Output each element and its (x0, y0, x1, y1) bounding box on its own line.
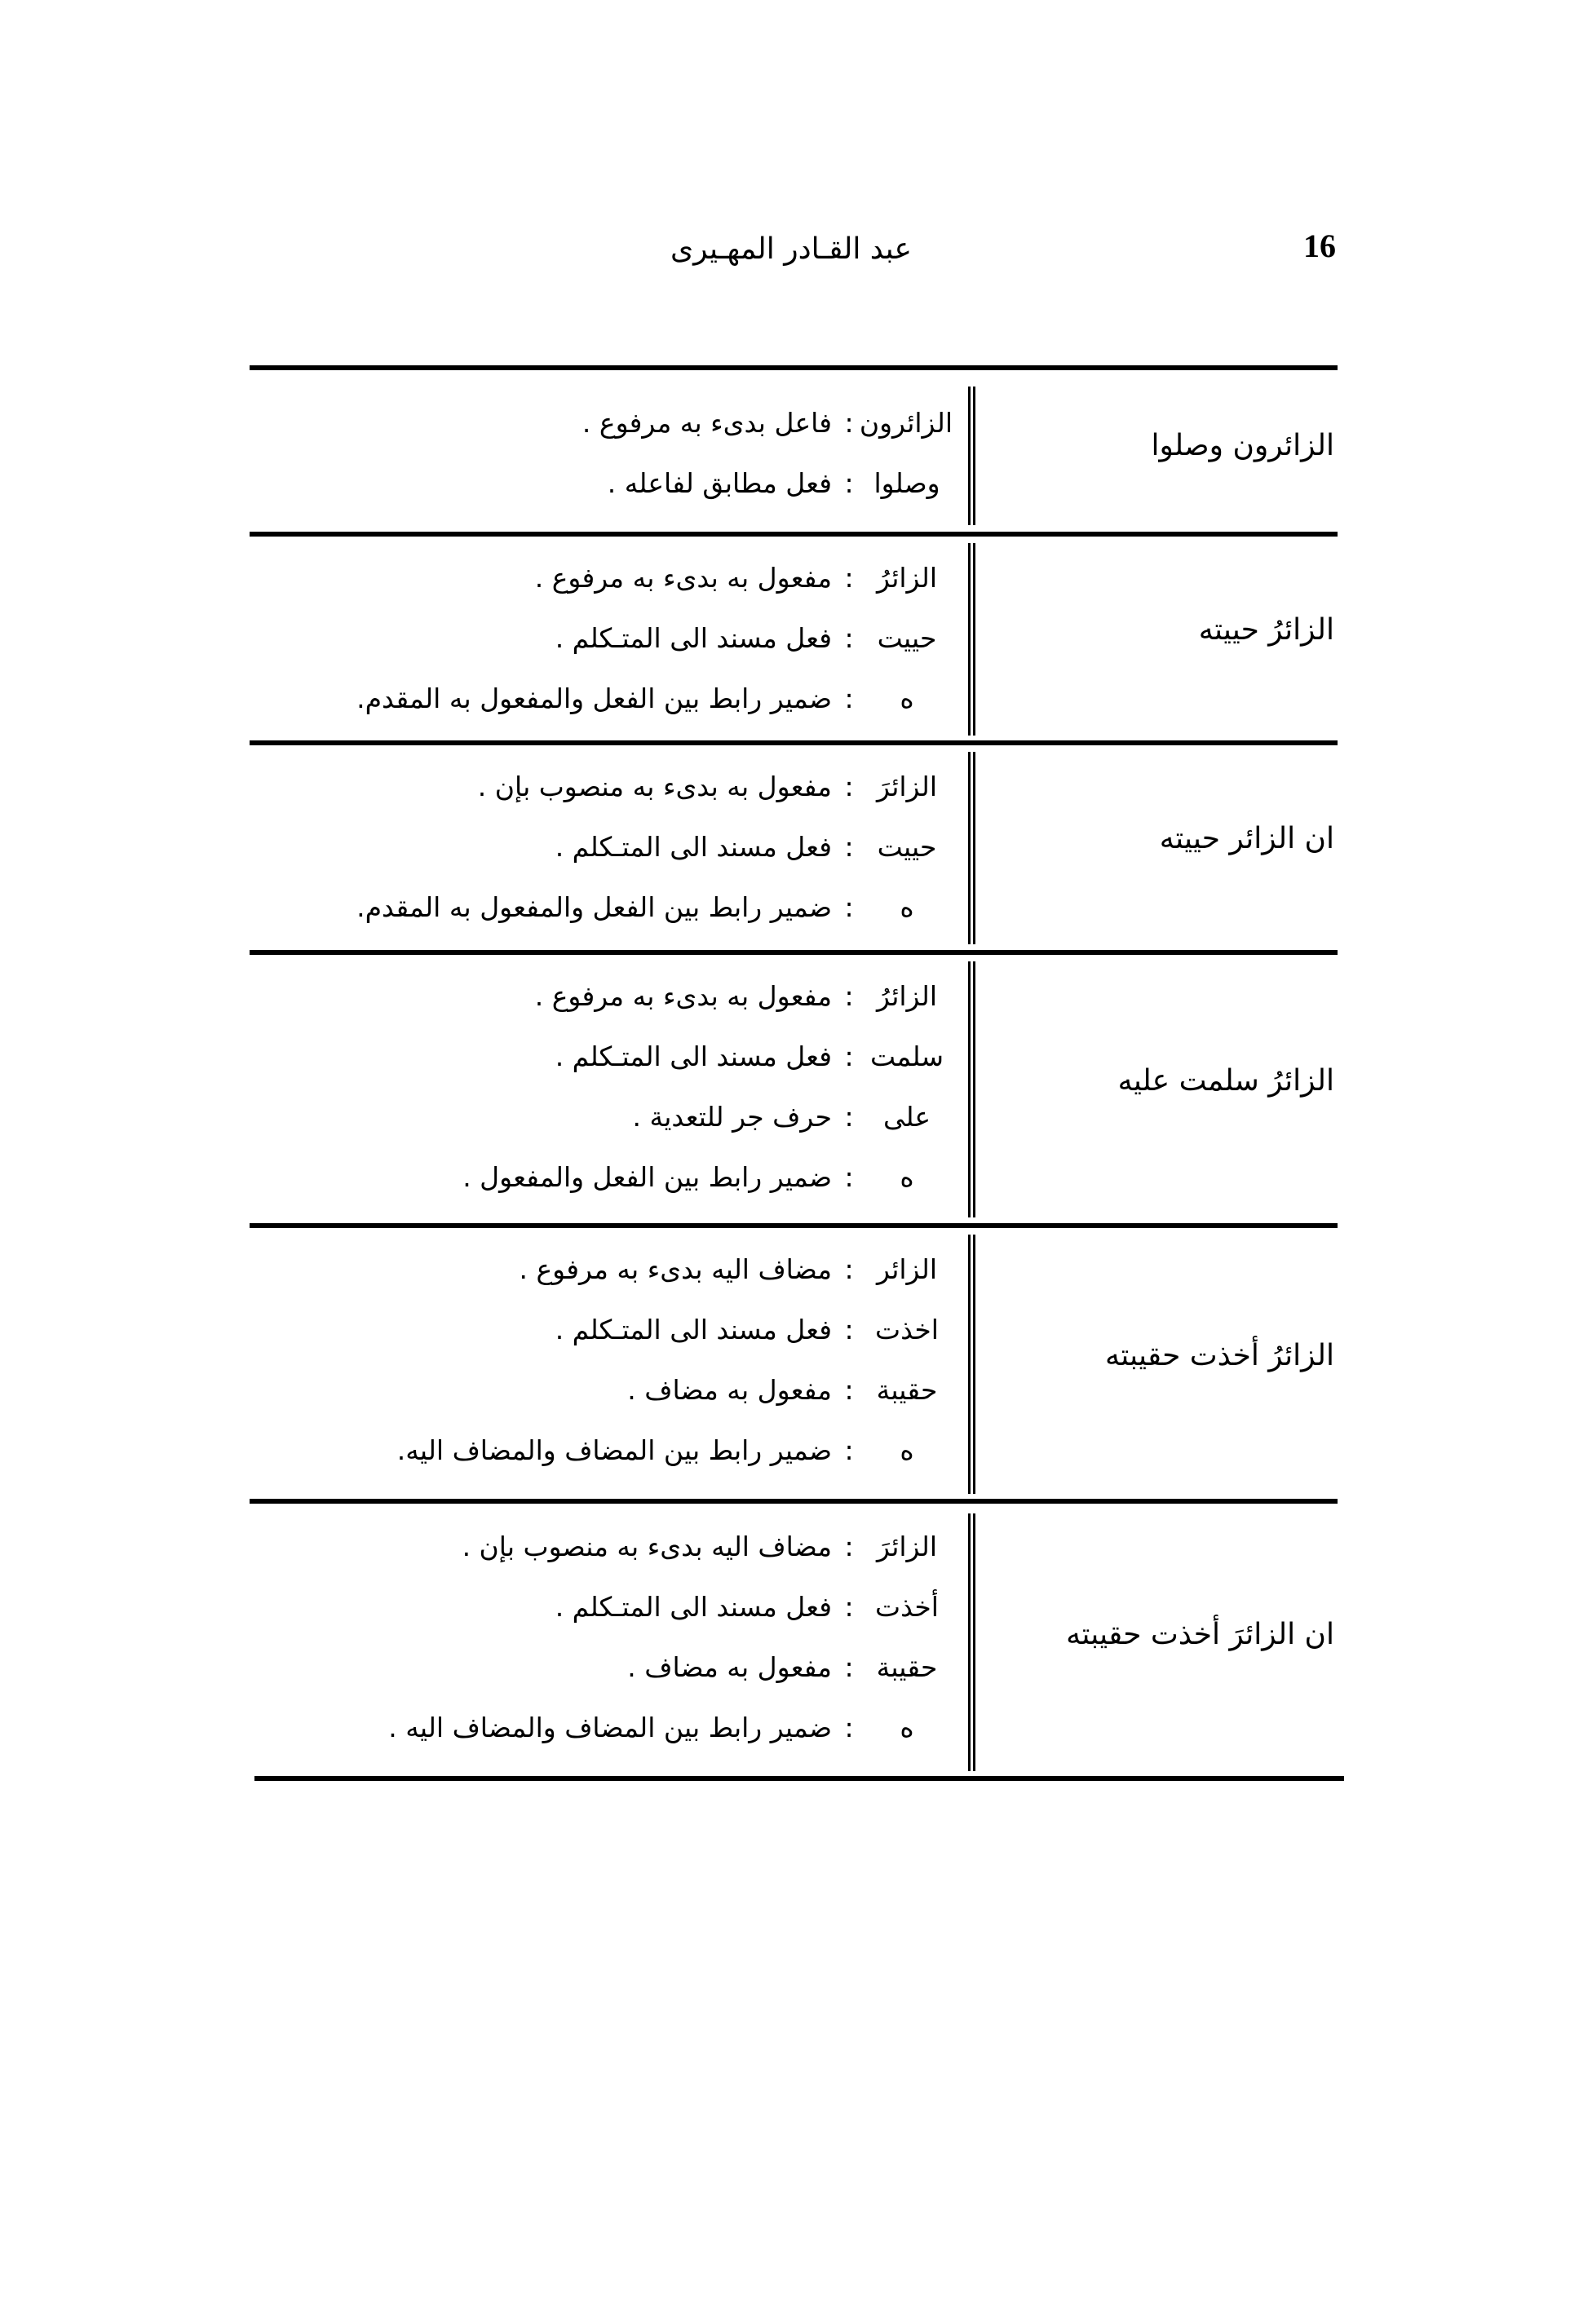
analysis-line (250, 1517, 953, 1577)
analysis-line (250, 1027, 953, 1087)
analysis-line (250, 1420, 953, 1481)
analyzed-word: ه (900, 683, 914, 714)
analyzed-word: حييت (877, 622, 937, 654)
analyzed-word: الزائرَ (877, 1531, 937, 1562)
colon: : (844, 683, 854, 714)
grammatical-description: فاعل بدىء به مرفوع . (582, 407, 832, 439)
analysis-line (250, 1300, 953, 1360)
colon: : (844, 1314, 854, 1345)
analysis-cell (250, 1239, 953, 1481)
column-divider (968, 387, 975, 525)
analyzed-word: الزائر (877, 1253, 937, 1285)
analyzed-word: حقيبة (876, 1374, 938, 1406)
table-row (250, 1504, 1338, 1776)
analysis-cell (250, 966, 953, 1208)
analyzed-word: حييت (877, 831, 937, 863)
analyzed-word: ه (900, 891, 914, 923)
analyzed-word: سلمت (869, 1040, 944, 1072)
sentence-cell: الزائرون وصلوا (1151, 429, 1334, 462)
column-divider (968, 961, 975, 1217)
grammatical-description: فعل مطابق لفاعله . (607, 467, 832, 499)
table-row (250, 537, 1338, 740)
analysis-line (250, 877, 953, 938)
analyzed-word: أخذت (875, 1591, 939, 1623)
colon: : (844, 1161, 854, 1193)
analysis-line (250, 1147, 953, 1208)
sentence-cell: ان الزائر حييته (1159, 822, 1334, 855)
analysis-line (250, 608, 953, 669)
sentence-cell: الزائرُ حييته (1198, 613, 1334, 647)
analysis-cell (250, 548, 953, 729)
table-row (250, 745, 1338, 950)
analysis-cell (250, 393, 953, 514)
sentence-cell: الزائرُ أخذت حقيبته (1104, 1339, 1334, 1372)
colon: : (844, 1040, 854, 1072)
grammatical-description: فعل مسند الى المتـكلم . (555, 831, 832, 863)
analyzed-word: ه (900, 1161, 914, 1193)
analysis-line (250, 817, 953, 877)
colon: : (844, 1651, 854, 1683)
grammatical-description: فعل مسند الى المتـكلم . (555, 1040, 832, 1072)
grammatical-description: ضمير رابط بين الفعل والمفعول . (462, 1161, 832, 1193)
colon: : (844, 1434, 854, 1466)
grammatical-description: مفعول به مضاف . (627, 1651, 832, 1683)
grammatical-description: مفعول به بدىء به مرفوع . (534, 562, 832, 594)
column-divider (968, 1513, 975, 1771)
table-row (250, 955, 1338, 1223)
page-number: 16 (1303, 228, 1336, 264)
colon: : (844, 891, 854, 923)
analysis-line (250, 548, 953, 608)
colon: : (844, 831, 854, 863)
column-divider (968, 752, 975, 944)
column-divider (968, 543, 975, 736)
analysis-line (250, 453, 953, 514)
grammatical-description: حرف جر للتعدية . (632, 1101, 832, 1133)
analysis-cell (250, 757, 953, 938)
analyzed-word: حقيبة (876, 1651, 938, 1683)
colon: : (844, 1101, 854, 1133)
colon: : (844, 562, 854, 594)
grammatical-description: مفعول به بدىء به منصوب بإن . (477, 771, 832, 802)
analyzed-word: الزائرُ (877, 980, 937, 1012)
analyzed-word: وصلوا (873, 467, 940, 499)
column-divider (968, 1235, 975, 1494)
analyzed-word: ه (900, 1434, 914, 1466)
analysis-line (250, 669, 953, 729)
grammatical-description: مضاف اليه بدىء به مرفوع . (519, 1253, 832, 1285)
analyzed-word: الزائرُ (877, 562, 937, 594)
analysis-line (250, 1577, 953, 1637)
colon: : (844, 980, 854, 1012)
analysis-line (250, 1698, 953, 1758)
analysis-line (250, 393, 953, 453)
colon: : (844, 1374, 854, 1406)
table-bottom-rule (254, 1776, 1344, 1781)
colon: : (844, 1591, 854, 1623)
colon: : (844, 1712, 854, 1743)
analysis-line (250, 757, 953, 817)
grammatical-description: فعل مسند الى المتـكلم . (555, 1591, 832, 1623)
analyzed-word: ه (900, 1712, 914, 1743)
analyzed-word: على (882, 1101, 931, 1133)
grammatical-description: مفعول به مضاف . (627, 1374, 832, 1406)
analyzed-word: الزائرَ (877, 771, 937, 802)
table-row (250, 370, 1338, 532)
analysis-line (250, 1239, 953, 1300)
grammatical-description: مفعول به بدىء به مرفوع . (534, 980, 832, 1012)
analysis-line (250, 1087, 953, 1147)
grammatical-description: ضمير رابط بين المضاف والمضاف اليه. (396, 1434, 832, 1466)
sentence-cell: الزائرُ سلمت عليه (1117, 1064, 1334, 1098)
analysis-line (250, 1637, 953, 1698)
colon: : (844, 771, 854, 802)
grammatical-description: مضاف اليه بدىء به منصوب بإن . (462, 1531, 832, 1562)
colon: : (844, 1253, 854, 1285)
colon: : (844, 622, 854, 654)
running-title: عبد القـادر المهـيرى (670, 232, 913, 266)
grammatical-description: فعل مسند الى المتـكلم . (555, 1314, 832, 1345)
table-row (250, 1228, 1338, 1499)
analysis-line (250, 1360, 953, 1420)
sentence-cell: ان الزائرَ أخذت حقيبته (1066, 1618, 1334, 1651)
analysis-line (250, 966, 953, 1027)
analyzed-word: اخذت (875, 1314, 939, 1345)
grammatical-description: ضمير رابط بين الفعل والمفعول به المقدم. (356, 891, 832, 923)
colon: : (844, 1531, 854, 1562)
grammatical-description: فعل مسند الى المتـكلم . (555, 622, 832, 654)
analysis-cell (250, 1517, 953, 1758)
grammatical-description: ضمير رابط بين المضاف والمضاف اليه . (388, 1712, 832, 1743)
colon: : (844, 467, 854, 499)
colon: : (844, 407, 854, 439)
analyzed-word: الزائرون (859, 407, 953, 439)
grammatical-description: ضمير رابط بين الفعل والمفعول به المقدم. (356, 683, 832, 714)
